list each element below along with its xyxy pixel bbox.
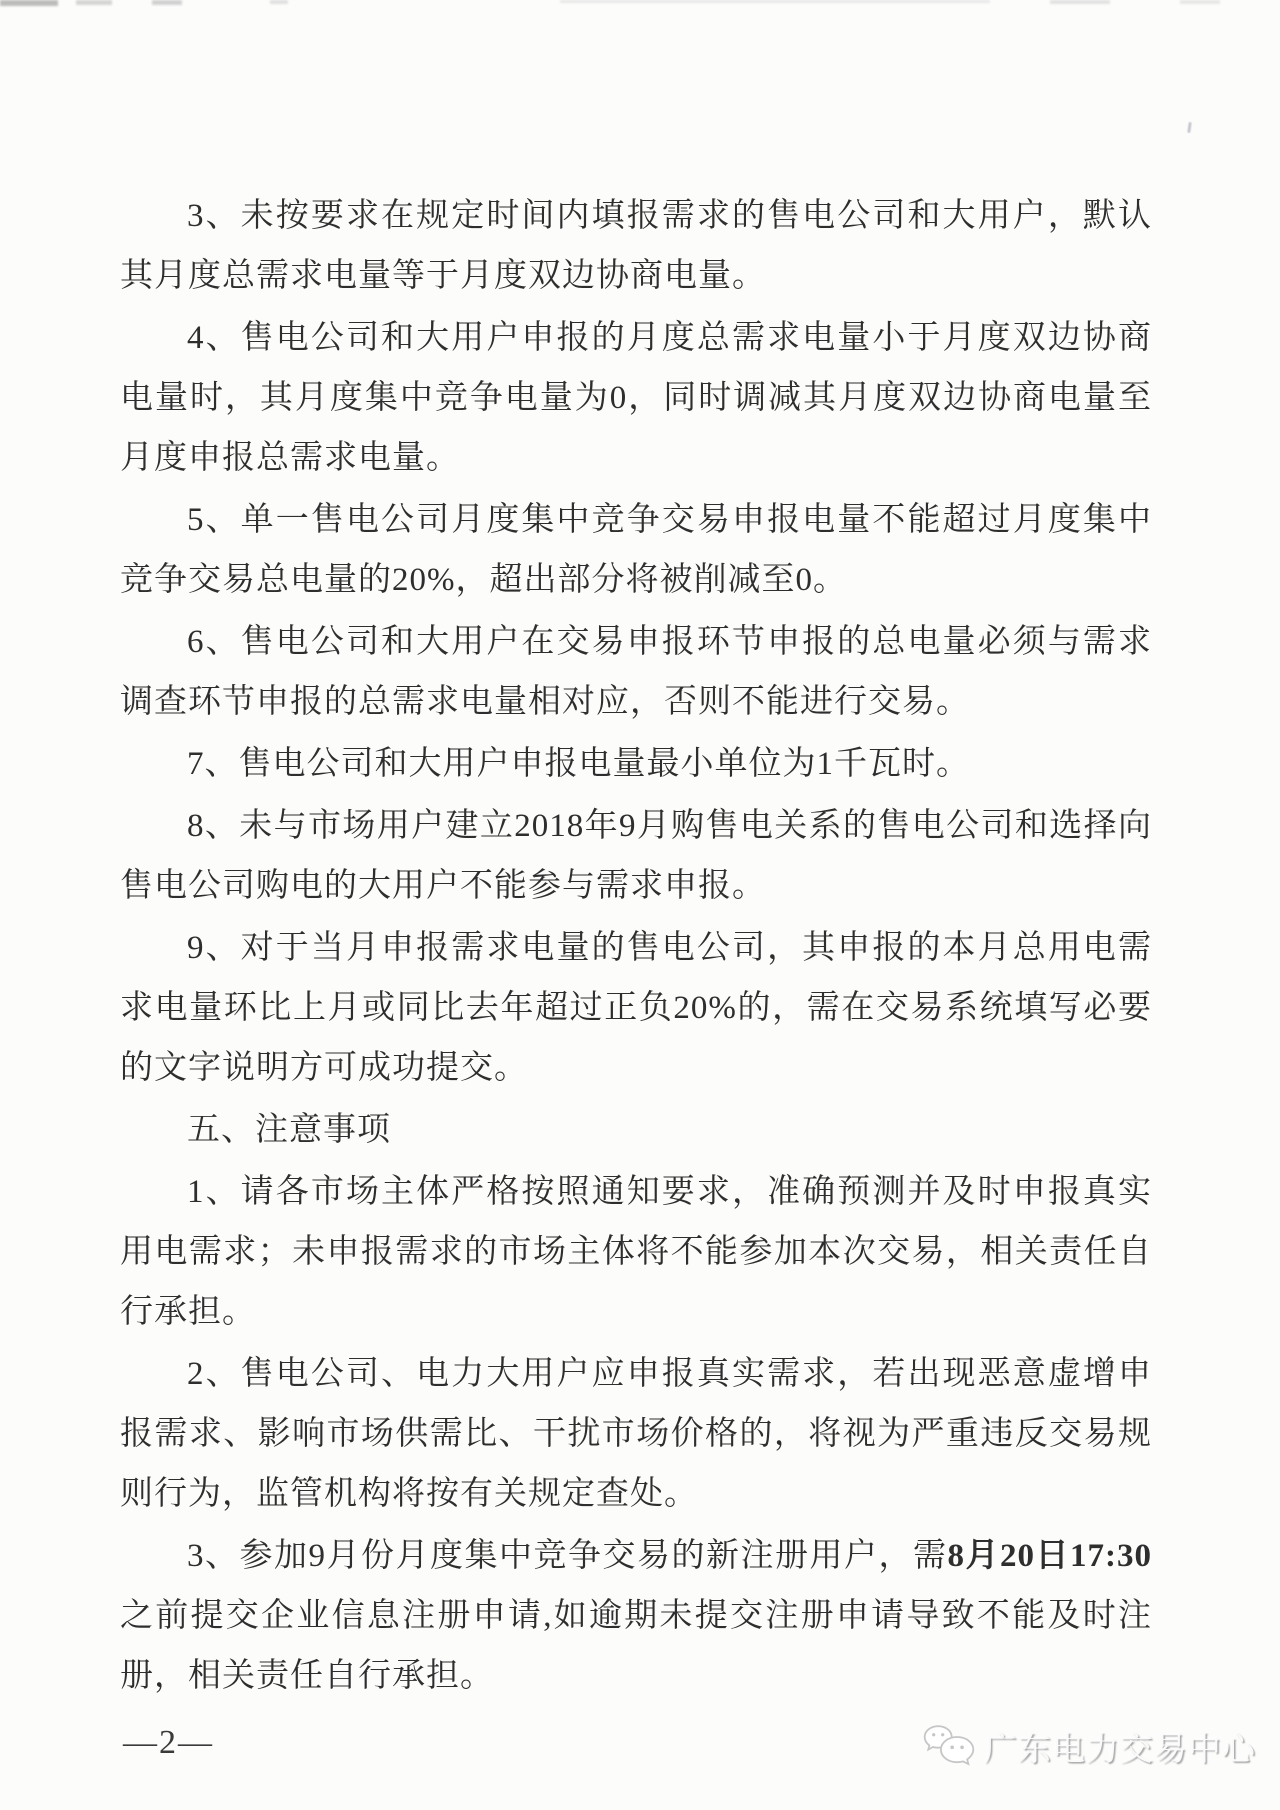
scan-artifact xyxy=(0,0,58,6)
rule-item-7: 7、售电公司和大用户申报电量最小单位为1千瓦时。 xyxy=(187,746,970,782)
scan-artifact xyxy=(152,0,182,5)
rule-item-9: 9、对于当月申报需求电量的售电公司，其申报的本月总用电需求电量环比上月或同比去年超过正负20%的，需在交易系统填写必要的文字说明方可成功提交。 xyxy=(120,930,1152,1086)
rule-item-5: 5、单一售电公司月度集中竞争交易申报电量不能超过月度集中竞争交易总电量的20%，超出部分将被削减至0。 xyxy=(120,502,1152,598)
watermark xyxy=(922,1722,1256,1770)
page-number: —2— xyxy=(123,1724,214,1761)
scan-artifact xyxy=(76,0,112,5)
scan-speck xyxy=(1187,122,1192,133)
rule-item-6: 6、售电公司和大用户在交易申报环节申报的总电量必须与需求调查环节申报的总需求电量相对应，否则不能进行交易。 xyxy=(120,624,1152,720)
scan-artifact xyxy=(1050,0,1110,4)
scan-artifact xyxy=(1180,0,1220,4)
note-item-3-pre: 3、参加9月份月度集中竞争交易的新注册用户，需 xyxy=(187,1538,948,1574)
document-body xyxy=(120,186,1152,1706)
rule-item-3: 3、未按要求在规定时间内填报需求的售电公司和大用户，默认其月度总需求电量等于月度双边协商电量。 xyxy=(120,198,1152,294)
note-item-1: 1、请各市场主体严格按照通知要求，准确预测并及时申报真实用电需求；未申报需求的市场主体将不能参加本次交易，相关责任自行承担。 xyxy=(120,1174,1152,1330)
section-heading-notes: 五、注意事项 xyxy=(187,1112,391,1148)
deadline-text: 8月20日17:30 xyxy=(947,1538,1152,1574)
scan-artifact xyxy=(270,0,288,4)
wechat-icon xyxy=(922,1722,976,1770)
note-item-3 xyxy=(120,1526,1152,1706)
watermark-text: 广东电力交易中心 xyxy=(984,1731,1256,1768)
note-item-3-post: 之前提交企业信息注册申请,如逾期未提交注册申请导致不能及时注册，相关责任自行承担。 xyxy=(120,1598,1152,1694)
rule-item-8: 8、未与市场用户建立2018年9月购售电关系的售电公司和选择向售电公司购电的大用户不能参与需求申报。 xyxy=(120,808,1152,904)
scan-artifact xyxy=(560,0,990,3)
rule-item-4: 4、售电公司和大用户申报的月度总需求电量小于月度双边协商电量时，其月度集中竞争电量为0，同时调减其月度双边协商电量至月度申报总需求电量。 xyxy=(120,320,1152,476)
note-item-2: 2、售电公司、电力大用户应申报真实需求，若出现恶意虚增申报需求、影响市场供需比、干扰市场价格的，将视为严重违反交易规则行为，监管机构将按有关规定查处。 xyxy=(120,1356,1152,1512)
